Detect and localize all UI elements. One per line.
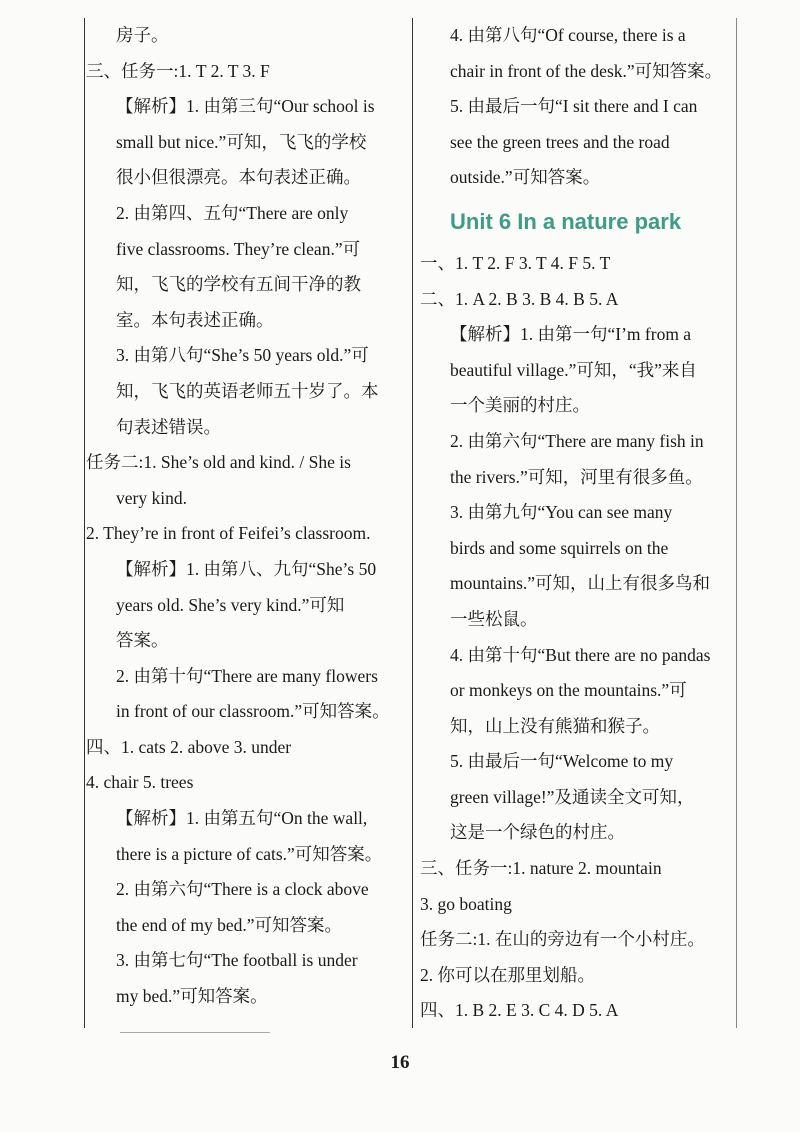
answer-line: 4. 由第八句“Of course, there is a — [450, 25, 686, 45]
answer-line: 室。本句表述正确。 — [116, 309, 274, 330]
answer-line: 4. 由第十句“But there are no pandas — [450, 644, 711, 665]
answer-line: 3. go boating — [420, 893, 512, 914]
answer-line: 【解析】1. 由第八、九句“She’s 50 — [116, 558, 377, 579]
answer-line: 【解析】1. 由第五句“On the wall, — [116, 808, 368, 829]
answer-line: 任务二:1. She’s old and kind. / She is — [86, 452, 351, 473]
answer-line: 三、任务一:1. nature 2. mountain — [420, 858, 662, 879]
answer-line: 知，飞飞的英语老师五十岁了。本 — [116, 380, 379, 401]
answer-line: 2. 由第六句“There are many fish in — [450, 430, 704, 451]
answer-line: 房子。 — [116, 25, 169, 45]
answer-line: 2. 由第六句“There is a clock above — [116, 879, 369, 900]
answer-line: in front of our classroom.”可知答案。 — [116, 701, 390, 722]
answer-line: outside.”可知答案。 — [450, 167, 601, 188]
answer-line: 【解析】1. 由第三句“Our school is — [116, 96, 375, 117]
answer-line: 任务二:1. 在山的旁边有一个小村庄。 — [420, 929, 705, 950]
answer-line: the rivers.”可知，河里有很多鱼。 — [450, 466, 703, 487]
answer-line: birds and some squirrels on the — [450, 537, 669, 558]
answer-line: 【解析】1. 由第一句“I’m from a — [450, 324, 692, 345]
answer-line: 一个美丽的村庄。 — [450, 395, 590, 416]
answer-line: small but nice.”可知，飞飞的学校 — [116, 131, 367, 152]
answer-line: 3. 由第九句“You can see many — [450, 502, 673, 523]
answer-line: 一些松鼠。 — [450, 608, 538, 629]
answer-line: mountains.”可知，山上有很多鸟和 — [450, 573, 711, 594]
unit6-answers — [420, 246, 726, 1029]
answer-line: see the green trees and the road — [450, 131, 670, 152]
left-margin-rule — [84, 18, 85, 1028]
answer-line: 2. 由第十句“There are many flowers — [116, 665, 378, 686]
answer-line: 答案。 — [116, 630, 169, 651]
unit-title: Unit 6 In a nature park — [450, 208, 682, 234]
footer-rule — [120, 1032, 270, 1033]
answer-line: or monkeys on the mountains.”可 — [450, 680, 687, 701]
answer-line: there is a picture of cats.”可知答案。 — [116, 843, 383, 864]
unit5-continued-answers — [420, 18, 726, 196]
answer-line: 四、1. cats 2. above 3. under — [86, 736, 292, 757]
answer-line: 一、1. T 2. F 3. T 4. F 5. T — [420, 252, 611, 273]
answer-line: 3. 由第七句“The football is under — [116, 950, 358, 971]
answer-line: the end of my bed.”可知答案。 — [116, 914, 342, 935]
page-number: 16 — [390, 1052, 410, 1073]
answer-line: five classrooms. They’re clean.”可 — [116, 238, 361, 259]
answer-line: 很小但很漂亮。本句表述正确。 — [116, 167, 361, 188]
answer-line: 2. 由第四、五句“There are only — [116, 202, 349, 223]
answer-line: very kind. — [116, 487, 187, 508]
answer-line: 2. They’re in front of Feifei’s classroom. — [86, 523, 371, 544]
answer-line: green village!”及通读全文可知， — [450, 786, 695, 807]
answer-line: 5. 由最后一句“Welcome to my — [450, 751, 674, 772]
answer-line: beautiful village.”可知，“我”来自 — [450, 359, 697, 380]
answer-line: 这是一个绿色的村庄。 — [450, 822, 625, 843]
answer-line: 4. chair 5. trees — [86, 772, 194, 793]
answer-line: 四、1. B 2. E 3. C 4. D 5. A — [420, 1000, 619, 1021]
answer-line: 2. 你可以在那里划船。 — [420, 964, 595, 985]
answer-line: 知，飞飞的学校有五间干净的教 — [116, 274, 361, 295]
left-column — [86, 18, 404, 1015]
answer-line: my bed.”可知答案。 — [116, 986, 268, 1007]
right-margin-rule — [736, 18, 737, 1028]
answer-line: 5. 由最后一句“I sit there and I can — [450, 96, 698, 117]
answer-line: 知，山上没有熊猫和猴子。 — [450, 715, 660, 736]
answer-line: years old. She’s very kind.”可知 — [116, 594, 345, 615]
column-divider — [412, 18, 413, 1028]
answer-line: 三、任务一:1. T 2. T 3. F — [86, 60, 270, 81]
answer-line: chair in front of the desk.”可知答案。 — [450, 60, 723, 81]
answer-line: 句表述错误。 — [116, 416, 221, 437]
answer-line: 3. 由第八句“She’s 50 years old.”可 — [116, 345, 369, 366]
right-column — [420, 18, 726, 1029]
answer-line: 二、1. A 2. B 3. B 4. B 5. A — [420, 288, 619, 309]
